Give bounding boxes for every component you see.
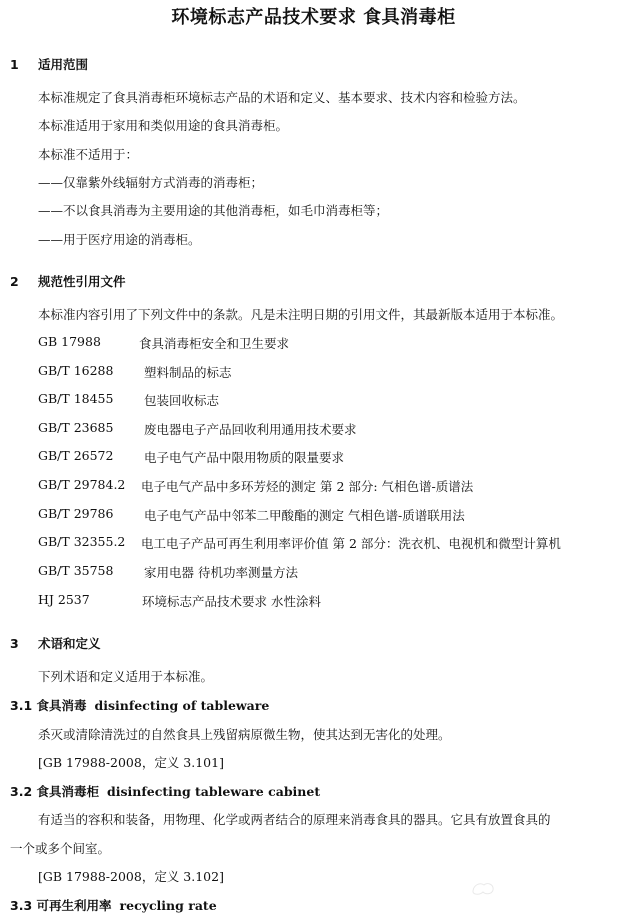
reference-code: GB/T 35758: [38, 563, 114, 578]
reference-code: HJ 2537: [38, 592, 90, 607]
reference-code: GB/T 18455: [38, 391, 114, 406]
section-title: 规范性引用文件: [38, 274, 126, 289]
reference-title: 食具消毒柜安全和卫生要求: [139, 336, 290, 351]
list-item: ——不以食具消毒为主要用途的其他消毒柜，如毛巾消毒柜等；: [38, 203, 389, 218]
reference-row: [38, 448, 345, 465]
reference-title: 包装回收标志: [144, 393, 220, 408]
reference-code: GB/T 29786: [38, 506, 114, 521]
reference-title: 废电器电子产品回收利用通用技术要求: [144, 422, 357, 437]
term-3-3-heading: [10, 896, 217, 914]
section-title: 术语和定义: [38, 636, 101, 651]
term-name: 食具消毒柜: [36, 784, 100, 799]
term-number: 3.1: [10, 698, 33, 713]
term-english: disinfecting of tableware: [94, 698, 270, 713]
reference-row: [38, 563, 298, 580]
reference-title: 塑料制品的标志: [144, 365, 232, 380]
reference-row: [38, 363, 232, 380]
term-3-2-heading: [10, 782, 320, 800]
reference-title: 家用电器 待机功率测量方法: [144, 565, 298, 580]
reference-title: 电子电气产品中多环芳烃的测定 第 2 部分: 气相色谱-质谱法: [141, 479, 474, 494]
reference-title: 电子电气产品中限用物质的限量要求: [144, 450, 345, 465]
reference-code: GB/T 16288: [38, 363, 114, 378]
section-number: 1: [10, 57, 19, 72]
reference-title: 环境标志产品技术要求 水性涂料: [142, 594, 321, 609]
reference-code: GB/T 26572: [38, 448, 114, 463]
reference-code: GB/T 32355.2: [38, 534, 126, 549]
term-name: 食具消毒: [36, 698, 87, 713]
term-english: recycling rate: [119, 898, 217, 913]
reference-title: 电工电子产品可再生利用率评价值 第 2 部分：洗衣机、电视机和微型计算机: [141, 536, 561, 551]
term-definition: 杀灭或清除清洗过的自然食具上残留病原微生物，使其达到无害化的处理。: [38, 727, 451, 742]
section-3-heading: [10, 634, 101, 652]
reference-title: 电子电气产品中邻苯二甲酸酯的测定 气相色谱-质谱联用法: [144, 508, 465, 523]
reference-code: GB/T 23685: [38, 420, 114, 435]
reference-code: GB 17988: [38, 334, 101, 349]
paragraph: 本标准适用于家用和类似用途的食具消毒柜。: [38, 118, 289, 133]
term-name: 可再生利用率: [36, 898, 112, 913]
paragraph: 本标准内容引用了下列文件中的条款。凡是未注明日期的引用文件，其最新版本适用于本标准。: [38, 307, 564, 322]
term-source: [GB 17988-2008，定义 3.102]: [38, 869, 224, 884]
document-title: 环境标志产品技术要求 食具消毒柜: [171, 7, 456, 28]
section-number: 2: [10, 274, 19, 289]
reference-row: [38, 506, 465, 523]
paragraph: 下列术语和定义适用于本标准。: [38, 669, 214, 684]
term-definition: 有适当的容积和装备，用物理、化学或两者结合的原理来消毒食具的器具。它具有放置食具的: [38, 812, 551, 827]
term-source: [GB 17988-2008，定义 3.101]: [38, 755, 224, 770]
reference-code: GB/T 29784.2: [38, 477, 126, 492]
reference-row: [38, 391, 220, 408]
section-title: 适用范围: [38, 57, 89, 72]
reference-row: [38, 592, 321, 609]
term-number: 3.3: [10, 898, 33, 913]
list-item: ——用于医疗用途的消毒柜。: [38, 232, 201, 247]
paragraph: 本标准规定了食具消毒柜环境标志产品的术语和定义、基本要求、技术内容和检验方法。: [38, 90, 526, 105]
section-2-heading: [10, 272, 126, 290]
term-3-1-heading: [10, 696, 269, 714]
reference-row: [38, 334, 290, 351]
term-number: 3.2: [10, 784, 33, 799]
watermark-logo-icon: [470, 880, 496, 896]
reference-row: [38, 534, 561, 551]
term-definition-continued: 一个或多个间室。: [10, 841, 111, 856]
reference-row: [38, 477, 474, 494]
section-number: 3: [10, 636, 19, 651]
reference-row: [38, 420, 357, 437]
section-1-heading: [10, 55, 88, 73]
paragraph: 本标准不适用于：: [38, 147, 139, 162]
list-item: ——仅靠紫外线辐射方式消毒的消毒柜；: [38, 175, 264, 190]
term-english: disinfecting tableware cabinet: [107, 784, 321, 799]
